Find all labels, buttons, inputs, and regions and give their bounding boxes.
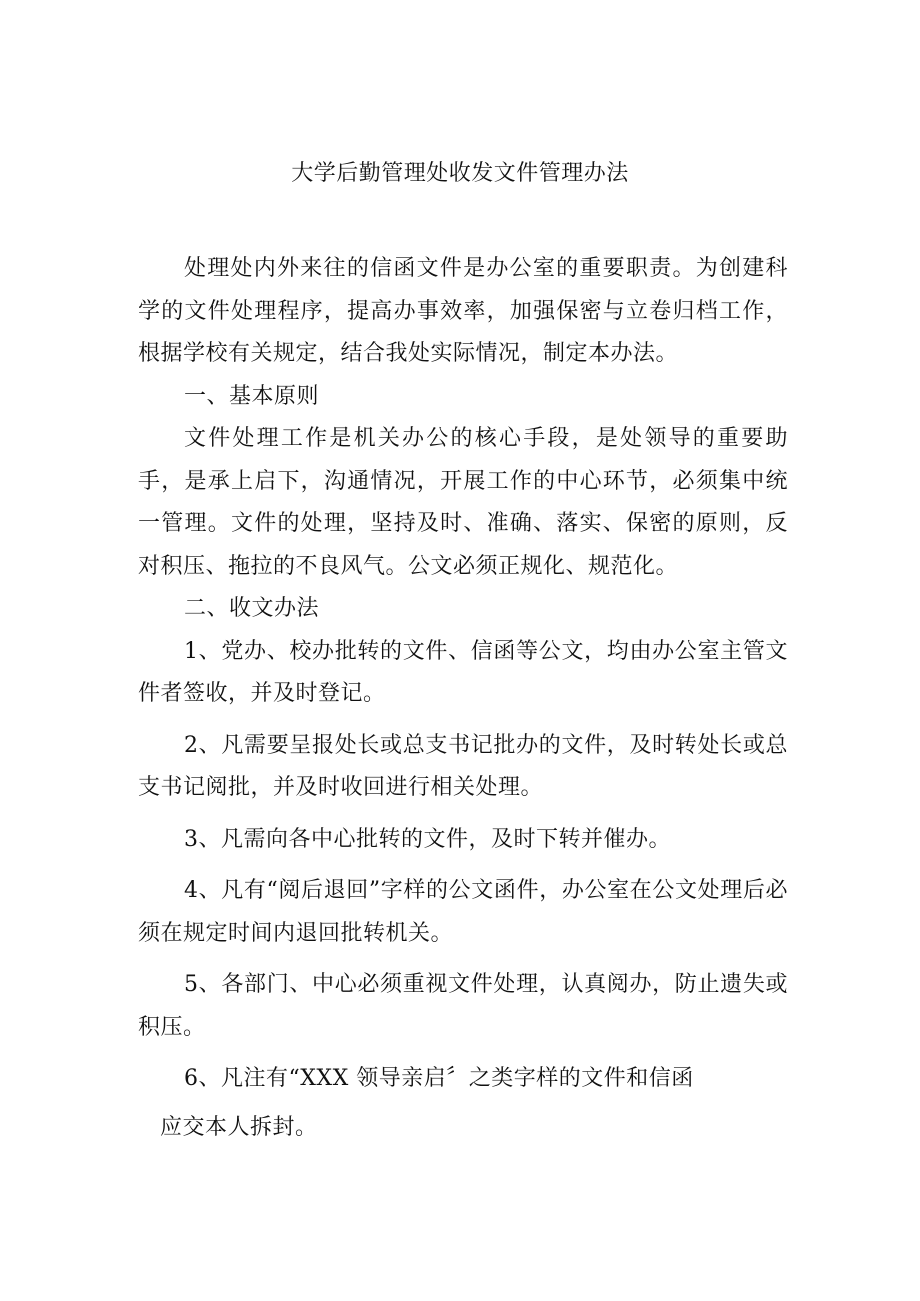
rule-item-6: 6、凡注有“XXX 领导亲启〞之类字样的文件和信函 [184, 1066, 694, 1091]
rule-item-1: 1、党办、校办批转的文件、信函等公文，均由办公室主管文件者签收，并及时登记。 [138, 638, 788, 706]
document-title: 大学后勤管理处收发文件管理办法 [291, 161, 629, 186]
rule-item-3: 3、凡需向各中心批转的文件，及时下转并催办。 [184, 826, 671, 852]
rule-item-2: 2、凡需要呈报处长或总支书记批办的文件，及时转处长或总支书记阅批，并及时收回进行相关处理。 [138, 732, 788, 800]
document-body [138, 248, 788, 1101]
rule-item-6-continuation: 应交本人拆封。 [160, 1115, 318, 1140]
section-heading-principles: 一、基本原则 [184, 383, 320, 409]
rule-item-5: 5、各部门、中心必须重视文件处理，认真阅办，防止遗失或积压。 [138, 972, 788, 1040]
section-heading-receiving: 二、收文办法 [184, 596, 320, 621]
rule-item-4: 4、凡有“阅后退回”字样的公文函件，办公室在公文处理后必须在规定时间内退回批转机关。 [138, 878, 788, 946]
intro-paragraph: 处理处内外来往的信函文件是办公室的重要职责。为创建科学的文件处理程序，提高办事效率，加强保密与立卷归档工作，根据学校有关规定，结合我处实际情况，制定本办法。 [138, 256, 788, 366]
principles-paragraph: 文件处理工作是机关办公的核心手段，是处领导的重要助手，是承上启下，沟通情况，开展工作的中心环节，必须集中统一管理。文件的处理，坚持及时、准确、落实、保密的原则，反对积压、拖拉的不良风气。公文必须正规化、规范化。 [138, 426, 788, 579]
